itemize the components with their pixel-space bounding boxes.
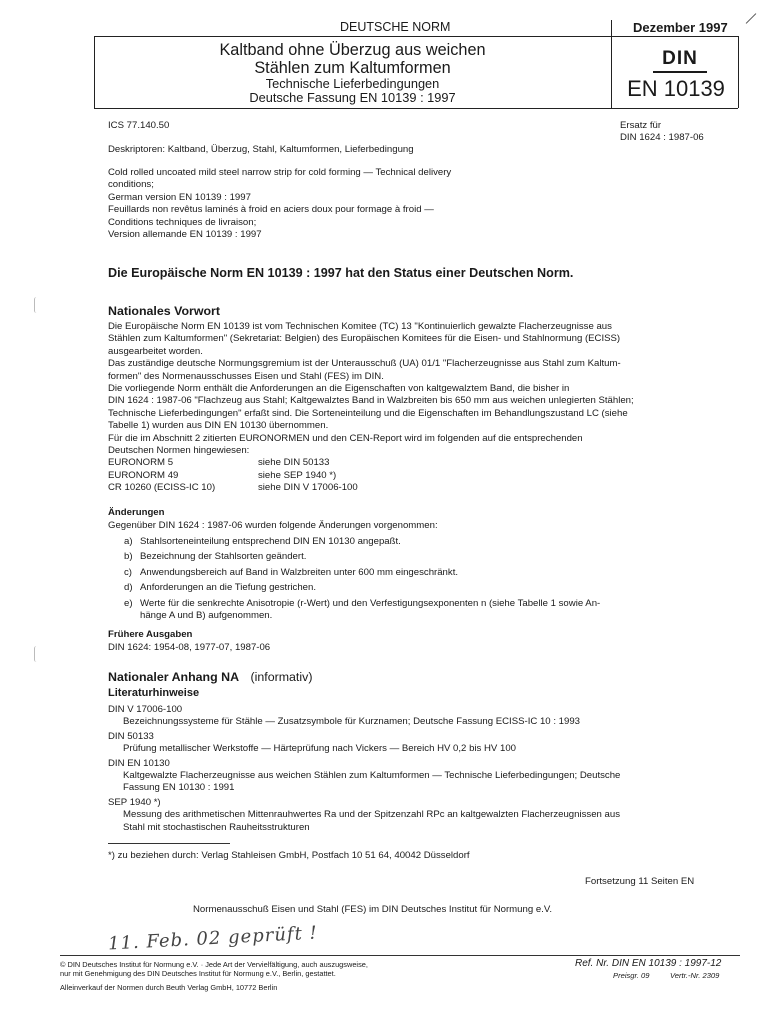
din-logo-underline bbox=[653, 71, 707, 73]
replaces-value: DIN 1624 : 1987-06 bbox=[620, 132, 704, 144]
ref-code: DIN V 17006-100 bbox=[108, 704, 183, 715]
header-left-rule bbox=[94, 36, 95, 108]
committee-line: Normenausschuß Eisen und Stahl (FES) im DIN Deutsches Institut für Normung e.V. bbox=[193, 904, 553, 915]
descriptors: Deskriptoren: Kaltband, Überzug, Stahl, Kaltumformen, Lieferbedingung bbox=[108, 144, 414, 155]
binder-mark bbox=[34, 297, 39, 313]
anhang-note: (informativ) bbox=[250, 670, 313, 684]
list-item: b) Bezeichnung der Stahlsorten geändert. bbox=[124, 551, 307, 563]
document-number: EN 10139 bbox=[627, 76, 725, 101]
subtitle-line-2: Deutsche Fassung EN 10139 : 1997 bbox=[249, 90, 456, 105]
list-item: e) Werte für die senkrechte Anisotropie (r-Wert) und den Verfestigungsexponenten n (siehe Tabelle 1 sowie An- hänge A und B) aufgenommen. bbox=[124, 597, 601, 622]
ref-description: Kaltgewalzte Flacherzeugnisse aus weichen Stählen zum Kaltumformen — Technische Lieferbedingungen; Deutsche Fassung EN 10130 : 1991 bbox=[123, 770, 621, 794]
binder-mark bbox=[34, 646, 39, 662]
header-right-rule bbox=[738, 36, 739, 108]
reference-number: Ref. Nr. DIN EN 10139 : 1997-12 bbox=[575, 958, 722, 969]
vorwort-paragraph-3: Die vorliegende Norm enthält die Anforderungen an die Eigenschaften von kaltgewalztem Band, die bisher in DIN 1624 : 1987-06 "Flachzeug aus Stahl; Kaltgewalztes Band in Walzbreiten bis 650 mm aus weichen unlegierten Stählen; Technische Lieferbedingungen" erfaßt sind. Die Sorteneinteilung und die Eigenschaften im Behandlungszustand LC (siehe Tabelle 1) wurden aus DIN EN 10130 übernommen. bbox=[108, 383, 634, 432]
ref-description: Bezeichnungssysteme für Stähle — Zusatzsymbole für Kurznamen; Deutsche Fassung ECISS-IC 10 : 1993 bbox=[123, 716, 580, 728]
aenderungen-heading: Änderungen bbox=[108, 507, 165, 518]
corner-mark bbox=[746, 13, 757, 24]
copyright-line-2: nur mit Genehmigung des DIN Deutsches Institut für Normung e.V., Berlin, gestattet. bbox=[60, 969, 336, 978]
vorwort-body bbox=[108, 321, 714, 495]
aenderungen-list bbox=[124, 536, 714, 622]
fr-version: Version allemande EN 10139 : 1997 bbox=[108, 229, 262, 241]
ref-code: DIN 50133 bbox=[108, 730, 154, 742]
issue-date: Dezember 1997 bbox=[633, 20, 728, 35]
literatur-heading: Literaturhinweise bbox=[108, 687, 200, 699]
header-top-rule bbox=[94, 36, 738, 37]
footnote-rule bbox=[108, 843, 230, 844]
vertr-number: Vertr.-Nr. 2309 bbox=[670, 971, 720, 980]
ref-code: DIN EN 10130 bbox=[108, 757, 170, 769]
vorwort-paragraph-2: Das zuständige deutsche Normungsgremium ist der Unterausschuß (UA) 01/1 "Flacherzeugnisse aus Stahl zum Kaltum- formen" des Normenausschusses Eisen und Stahl (FES) im DIN. bbox=[108, 358, 621, 382]
fr-title-line-2: Conditions techniques de livraison; bbox=[108, 216, 257, 228]
en-title-line-2: conditions; bbox=[108, 179, 154, 191]
list-item: d) Anforderungen an die Tiefung gestrichen. bbox=[124, 582, 317, 594]
norm-reference-row: EURONORM 5 siehe DIN 50133 bbox=[108, 457, 330, 469]
din-logo bbox=[647, 48, 713, 73]
fruehere-heading: Frühere Ausgaben bbox=[108, 629, 193, 640]
footnote: *) zu beziehen durch: Verlag Stahleisen GmbH, Postfach 10 51 64, 40042 Düsseldorf bbox=[108, 850, 470, 861]
norm-type-label: DEUTSCHE NORM bbox=[340, 20, 451, 34]
copyright-line-1: © DIN Deutsches Institut für Normung e.V. · Jede Art der Vervielfältigung, auch auszugsweise, bbox=[60, 960, 368, 969]
fr-title-line-1: Feuillards non revêtus laminés à froid en aciers doux pour formage à froid — bbox=[108, 204, 434, 216]
anhang-title: Nationaler Anhang NA bbox=[108, 670, 240, 684]
vorwort-heading: Nationales Vorwort bbox=[108, 304, 220, 318]
document-title bbox=[96, 41, 609, 77]
ref-description: Prüfung metallischer Werkstoffe — Härteprüfung nach Vickers — Bereich HV 0,2 bis HV 100 bbox=[123, 743, 516, 755]
fruehere-text: DIN 1624: 1954-08, 1977-07, 1987-06 bbox=[108, 642, 271, 653]
vorwort-paragraph-4: Für die im Abschnitt 2 zitierten EURONORMEN und den CEN-Report wird im folgenden auf die entsprechenden Deutschen Normen hingewiesen: bbox=[108, 432, 583, 457]
literature-list bbox=[108, 704, 714, 834]
ref-description: Messung des arithmetischen Mittenrauhwertes Ra und der Spitzenzahl RPc an kaltgewalzten Flacherzeugnissen aus Stahl mit stochastischen Rauheitsstrukturen bbox=[123, 809, 621, 833]
price-group: Preisgr. 09 bbox=[613, 971, 650, 980]
subtitle-line-1: Technische Lieferbedingungen bbox=[265, 76, 440, 91]
norm-reference-row: CR 10260 (ECISS-IC 10) siehe DIN V 17006-100 bbox=[108, 482, 358, 494]
aenderungen-intro: Gegenüber DIN 1624 : 1987-06 wurden folgende Änderungen vorgenommen: bbox=[108, 520, 438, 531]
title-line-1: Kaltband ohne Überzug aus weichen bbox=[219, 41, 486, 59]
norm-reference-list bbox=[108, 457, 714, 494]
sales-notice: Alleinverkauf der Normen durch Beuth Verlag GmbH, 10772 Berlin bbox=[60, 983, 278, 992]
ics-code: ICS 77.140.50 bbox=[108, 120, 170, 131]
ref-code: SEP 1940 *) bbox=[108, 796, 161, 808]
norm-reference-row: EURONORM 49 siehe SEP 1940 *) bbox=[108, 469, 337, 481]
anhang-heading bbox=[108, 670, 312, 684]
en-title-line-1: Cold rolled uncoated mild steel narrow strip for cold forming — Technical delivery bbox=[108, 167, 452, 178]
copyright-notice bbox=[60, 960, 368, 978]
din-logo-text: DIN bbox=[662, 48, 698, 69]
en-version: German version EN 10139 : 1997 bbox=[108, 191, 251, 203]
header-bottom-rule bbox=[94, 108, 738, 109]
list-item: c) Anwendungsbereich auf Band in Walzbreiten unter 600 mm eingeschränkt. bbox=[124, 566, 459, 578]
replaces-block bbox=[620, 120, 704, 145]
footer-rule bbox=[60, 955, 740, 956]
document-subtitle bbox=[96, 77, 609, 105]
list-item: a) Stahlsorteneinteilung entsprechend DIN EN 10130 angepaßt. bbox=[124, 536, 401, 547]
handwritten-note: 11. Feb. 02 geprüft ! bbox=[107, 922, 319, 955]
vorwort-paragraph-1: Die Europäische Norm EN 10139 ist vom Technischen Komitee (TC) 13 "Kontinuierlich gewalzte Flacherzeugnisse aus Stählen zum Kaltumformen" (Sekretariat: Belgien) des Europäischen Komitees für die Eisen- und Stahlnormung (ECISS) ausgearbeitet worden. bbox=[108, 321, 621, 357]
continuation-note: Fortsetzung 11 Seiten EN bbox=[585, 876, 695, 887]
replaces-label: Ersatz für bbox=[620, 120, 662, 131]
title-line-2: Stählen zum Kaltumformen bbox=[254, 59, 451, 77]
title-translations bbox=[108, 167, 451, 241]
header-divider bbox=[611, 20, 612, 108]
status-statement: Die Europäische Norm EN 10139 : 1997 hat den Status einer Deutschen Norm. bbox=[108, 266, 574, 280]
